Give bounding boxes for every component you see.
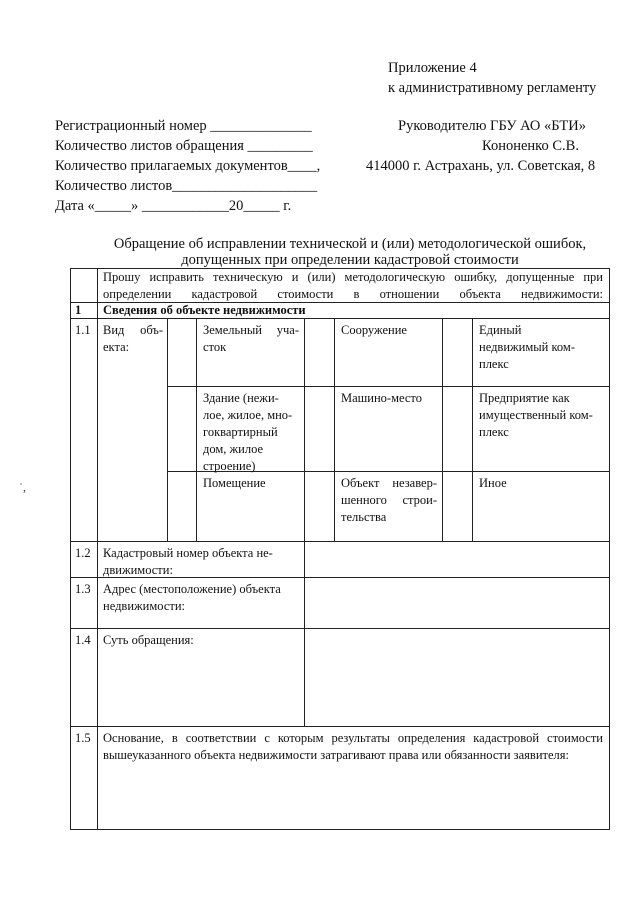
type-enterprise-b: имущественный ком- (479, 408, 593, 422)
type-enterprise-a: Предприятие как (479, 391, 570, 405)
row-1-2-number: 1.2 (75, 546, 91, 560)
row-1-5-number: 1.5 (75, 731, 91, 745)
checkbox-structure[interactable] (305, 319, 334, 386)
checkbox-parking-space[interactable] (305, 387, 334, 471)
checkbox-other[interactable] (443, 472, 472, 541)
type-structure: Сооружение (341, 323, 407, 337)
type-building-b: лое, жилое, мно- (203, 408, 293, 422)
type-land-plot-a: Земельный уча- (203, 323, 299, 337)
type-single-complex-c: плекс (479, 357, 509, 371)
grounds-label: Основание, в соответствии с которым результаты определения кадастровой стоимости вышеуказанного объекта недвижимости затрагивают права или обязанности заявителя: (103, 731, 603, 762)
intro-text-content: Прошу исправить техническую и (или) методологическую ошибку, допущенные при определении кадастровой стоимости в отношении объекта недвижимости: (103, 270, 603, 301)
type-building-c: гоквартирный (203, 425, 278, 439)
checkbox-unfinished-construction[interactable] (305, 472, 334, 541)
request-essence-label: Суть обращения: (103, 633, 194, 647)
addressee-line-3: 414000 г. Астрахань, ул. Советская, 8 (366, 158, 596, 174)
section-1-title: Сведения об объекте недвижимости (103, 303, 306, 317)
appendix-line-1: Приложение 4 (388, 60, 477, 76)
object-type-label (103, 322, 163, 356)
type-unfinished-construction (341, 475, 437, 526)
title-line-1: Обращение об исправлении технической и (или) методологической ошибок, (113, 236, 587, 252)
type-premises: Помещение (203, 476, 266, 490)
cadastral-number-input[interactable] (305, 542, 609, 577)
addressee-line-2: Кононенко С.В. (482, 138, 579, 154)
sheet-count-field: Количество листов____________________ (55, 178, 318, 194)
grounds-input[interactable] (98, 766, 609, 829)
address-input[interactable] (305, 578, 609, 628)
type-other: Иное (479, 476, 507, 490)
type-unfinished-c: тельства (341, 510, 387, 524)
type-unfinished-a: Объект незавер- (341, 476, 437, 490)
appendix-line-2: к административному регламенту (388, 80, 597, 96)
object-type-label-b: екта: (103, 340, 130, 354)
margin-mark: ˙, (19, 480, 26, 494)
type-single-complex (479, 322, 604, 373)
title-line-2: допущенных при определении кадастровой стоимости (181, 252, 519, 268)
registration-number-field: Регистрационный номер ______________ (55, 118, 312, 134)
section-1-number: 1 (75, 303, 82, 317)
intro-text (103, 269, 603, 303)
request-essence-input[interactable] (305, 629, 609, 726)
address-label (103, 581, 301, 615)
cadastral-number-label-a: Кадастровый номер объекта не- (103, 546, 273, 560)
checkbox-premises[interactable] (168, 472, 196, 541)
checkbox-land-plot[interactable] (168, 319, 196, 386)
type-building-d: дом, жилое (203, 442, 264, 456)
type-enterprise-c: плекс (479, 425, 509, 439)
cadastral-number-label-b: движимости: (103, 563, 173, 577)
type-enterprise (479, 390, 607, 441)
type-parking-space: Машино-место (341, 391, 422, 405)
checkbox-enterprise[interactable] (443, 387, 472, 471)
row-1-4-number: 1.4 (75, 633, 91, 647)
address-label-a: Адрес (местоположение) объекта (103, 582, 281, 596)
address-label-b: недвижимости: (103, 599, 185, 613)
sheets-count-field: Количество листов обращения _________ (55, 138, 313, 154)
type-land-plot (203, 322, 299, 356)
addressee-line-1: Руководителю ГБУ АО «БТИ» (398, 118, 586, 134)
type-land-plot-b: сток (203, 340, 227, 354)
date-field: Дата «_____» ____________20_____ г. (55, 198, 292, 214)
type-single-complex-a: Единый (479, 323, 522, 337)
cadastral-number-label (103, 545, 301, 579)
object-type-label-a: Вид объ- (103, 323, 163, 337)
row-1-3-number: 1.3 (75, 582, 91, 596)
type-building (203, 390, 303, 475)
row-1-1-number: 1.1 (75, 323, 91, 337)
type-building-a: Здание (нежи- (203, 391, 279, 405)
attached-documents-field: Количество прилагаемых документов____, (55, 158, 321, 174)
type-single-complex-b: недвижимый ком- (479, 340, 575, 354)
checkbox-single-complex[interactable] (443, 319, 472, 386)
type-building-e: строение) (203, 459, 256, 473)
type-unfinished-b: шенного строи- (341, 493, 437, 507)
checkbox-building[interactable] (168, 387, 196, 471)
